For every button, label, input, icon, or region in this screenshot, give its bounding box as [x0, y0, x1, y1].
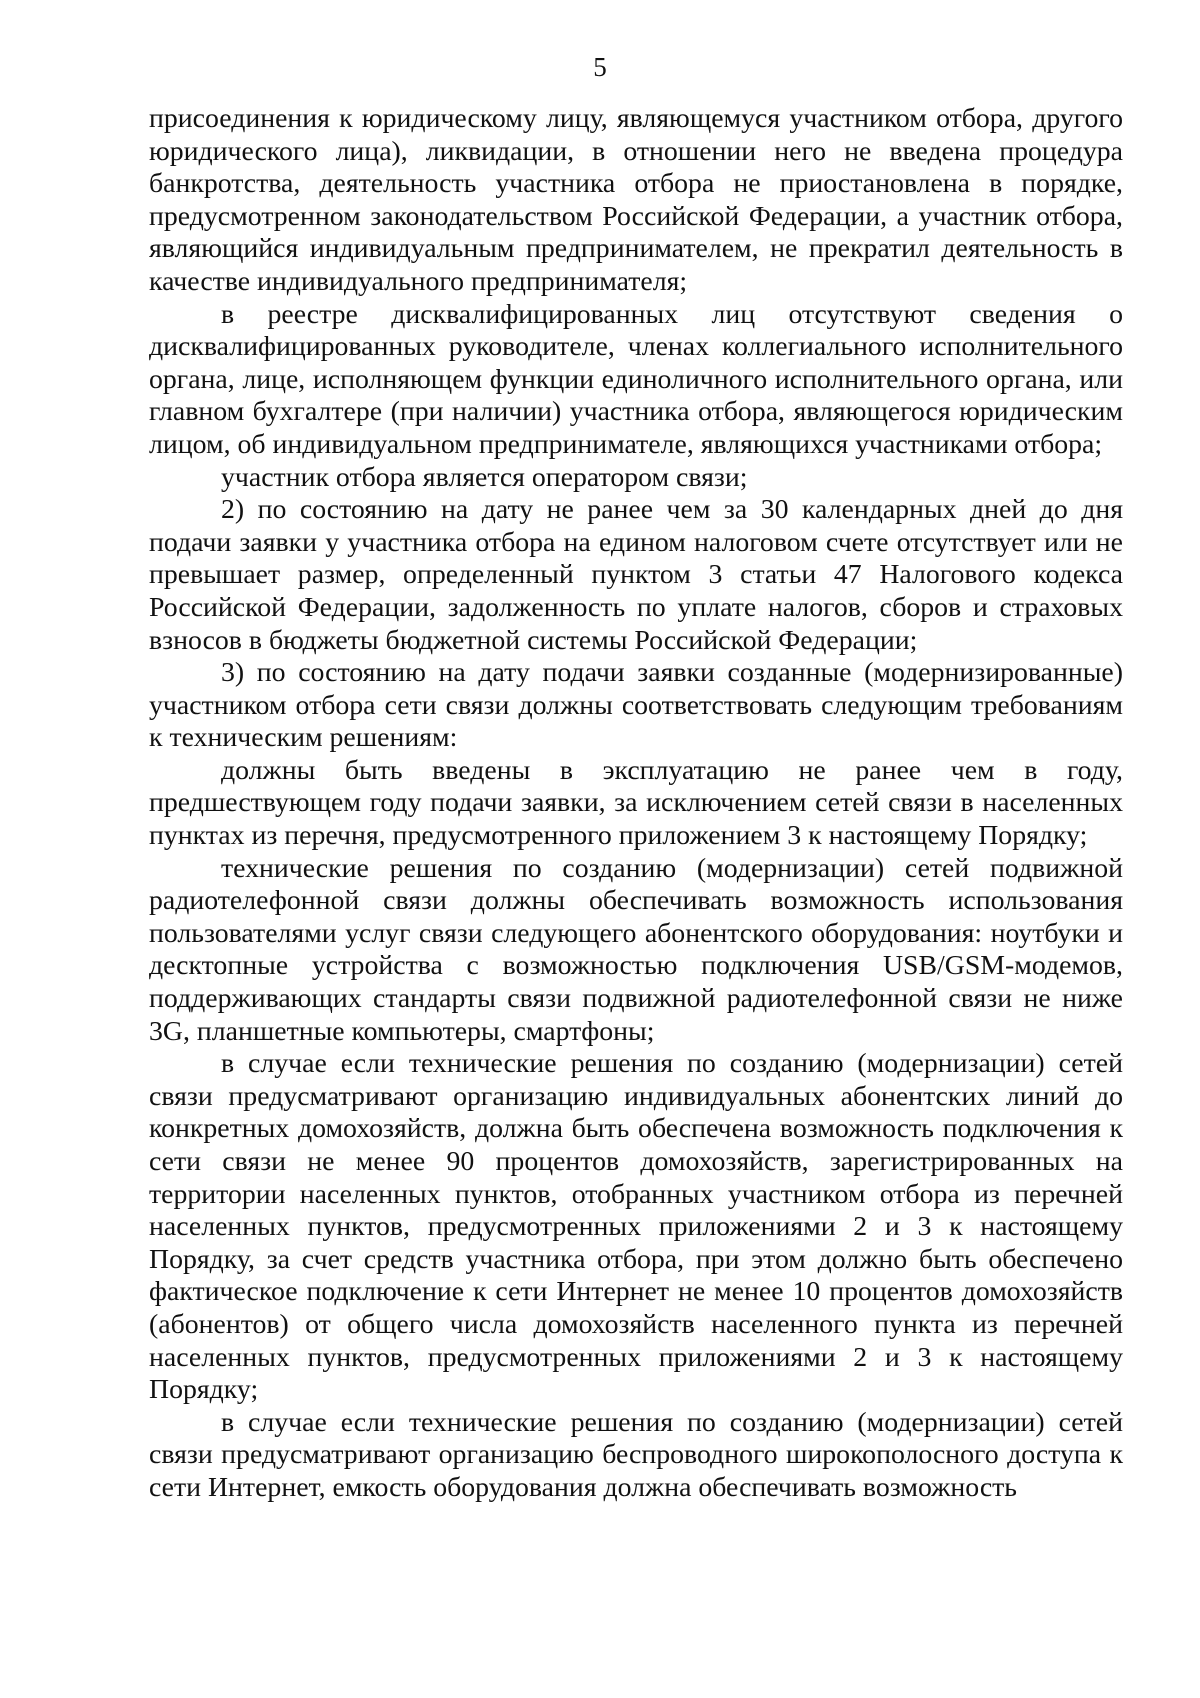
document-body	[149, 103, 1123, 1505]
paragraph-item-3-networks: 3) по состоянию на дату подачи заявки созданные (модернизированные) участником отбора сети связи должны соответствовать следующим требованиям к техническим решениям:	[149, 657, 1123, 754]
page-number: 5	[593, 52, 607, 82]
paragraph-continuation: присоединения к юридическому лицу, являющемуся участником отбора, другого юридического лица), ликвидации, в отношении него не введена процедура банкротства, деятельность участника отбора не приостановлена в порядке, предусмотренном законодательством Российской Федерации, а участник отбора, являющийся индивидуальным предпринимателем, не прекратил деятельность в качестве индивидуального предпринимателя;	[149, 103, 1123, 297]
paragraph-telecom-operator: участник отбора является оператором связи;	[221, 461, 748, 493]
paragraph-wireless-broadband: в случае если технические решения по созданию (модернизации) сетей связи предусматривают организацию беспроводного широкополосного доступа к сети Интернет, емкость оборудования должна обеспечивать возможность	[149, 1406, 1123, 1503]
paragraph-mobile-requirements: технические решения по созданию (модернизации) сетей подвижной радиотелефонной связи должны обеспечивать возможность использования пользователями услуг связи следующего абонентского оборудования: ноутбуки и десктопные устройства с возможностью подключения USB/GSM-модемов, поддерживающих стандарты связи подвижной радиотелефонной связи не ниже 3G, планшетные компьютеры, смартфоны;	[149, 852, 1123, 1047]
paragraph-individual-lines: в случае если технические решения по созданию (модернизации) сетей связи предусматривают организацию индивидуальных абонентских линий до конкретных домохозяйств, должна быть обеспечена возможность подключения к сети связи не менее 90 процентов домохозяйств, зарегистрированных на территории населенных пунктов, отобранных участником отбора из перечней населенных пунктов, предусмотренных приложениями 2 и 3 к настоящему Порядку, за счет средств участника отбора, при этом должно быть обеспечено фактическое подключение к сети Интернет не менее 10 процентов домохозяйств (абонентов) от общего числа домохозяйств населенного пункта из перечней населенных пунктов, предусмотренных приложениями 2 и 3 к настоящему Порядку;	[149, 1048, 1123, 1406]
paragraph-disqualified-registry: в реестре дисквалифицированных лиц отсутствуют сведения о дисквалифицированных руководителе, членах коллегиального исполнительного органа, лице, исполняющем функции единоличного исполнительного органа, или главном бухгалтере (при наличии) участника отбора, являющегося юридическим лицом, об индивидуальном предпринимателе, являющихся участниками отбора;	[149, 298, 1123, 460]
paragraph-item-2-tax: 2) по состоянию на дату не ранее чем за 30 календарных дней до дня подачи заявки у участника отбора на едином налоговом счете отсутствует или не превышает размер, определенный пунктом 3 статьи 47 Налогового кодекса Российской Федерации, задолженность по уплате налогов, сборов и страховых взносов в бюджеты бюджетной системы Российской Федерации;	[149, 494, 1123, 656]
paragraph-commissioning: должны быть введены в эксплуатацию не ранее чем в году, предшествующем году подачи заявки, за исключением сетей связи в населенных пунктах из перечня, предусмотренного приложением 3 к настоящему Порядку;	[149, 754, 1123, 852]
